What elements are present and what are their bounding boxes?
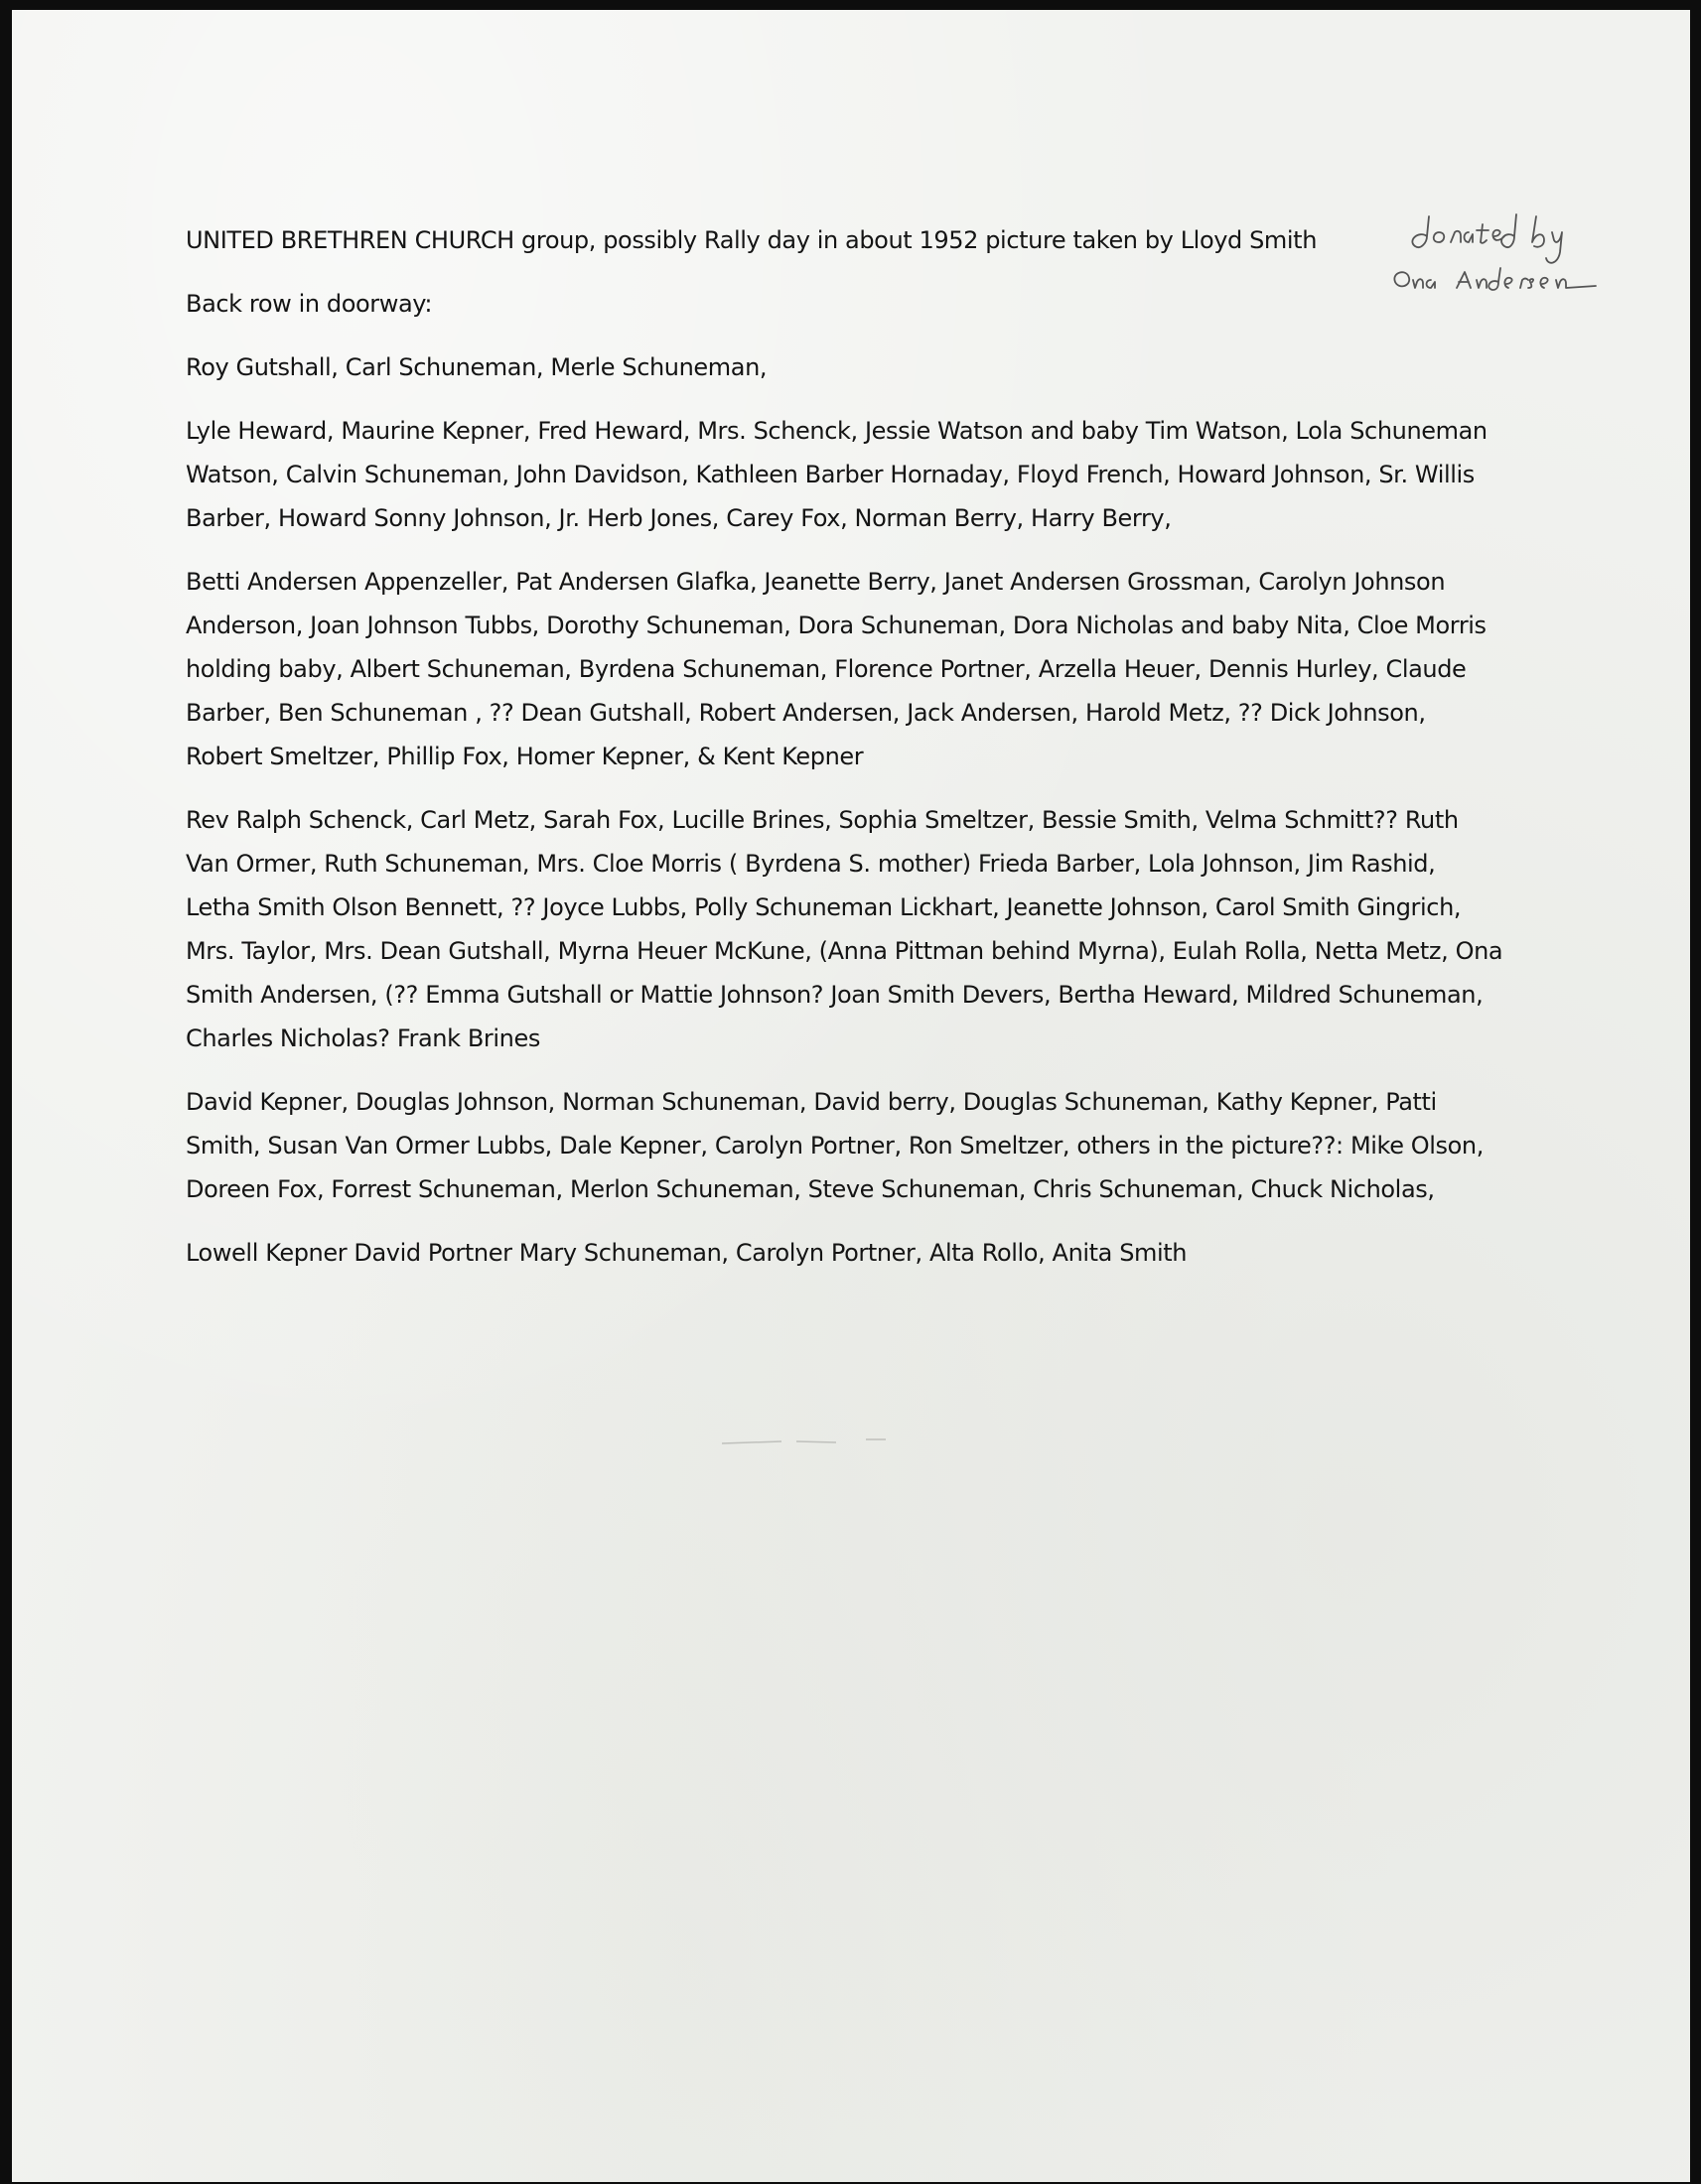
document-title: UNITED BRETHREN CHURCH group, possibly Rally day in about 1952 picture taken by Lloyd Smith xyxy=(186,226,1318,254)
paragraph-row-1: Roy Gutshall, Carl Schuneman, Merle Schuneman, xyxy=(186,353,768,381)
document-body xyxy=(186,218,1506,1295)
paragraph-row-5: David Kepner, Douglas Johnson, Norman Schuneman, David berry, Douglas Schuneman, Kathy Kepner, Patti Smith, Susan Van Ormer Lubbs, Dale Kepner, Carolyn Portner, Ron Smeltzer, others in the picture??: Mike Olson, Doreen Fox, Forrest Schuneman, Merlon Schuneman, Steve Schuneman, Chris Schuneman, Chuck Nicholas, xyxy=(186,1088,1484,1203)
paragraph-row-2: Lyle Heward, Maurine Kepner, Fred Heward, Mrs. Schenck, Jessie Watson and baby Tim Watson, Lola Schuneman Watson, Calvin Schuneman, John Davidson, Kathleen Barber Hornaday, Floyd French, Howard Johnson, Sr. Willis Barber, Howard Sonny Johnson, Jr. Herb Jones, Carey Fox, Norman Berry, Harry Berry, xyxy=(186,417,1488,532)
paragraph-back-row-heading: Back row in doorway: xyxy=(186,290,433,318)
paragraph-row-6: Lowell Kepner David Portner Mary Schuneman, Carolyn Portner, Alta Rollo, Anita Smith xyxy=(186,1239,1188,1267)
pencil-smudge xyxy=(717,1435,945,1449)
paper-sheet xyxy=(12,10,1690,2182)
paragraph-row-4: Rev Ralph Schenck, Carl Metz, Sarah Fox, Lucille Brines, Sophia Smeltzer, Bessie Smith, Velma Schmitt?? Ruth Van Ormer, Ruth Schuneman, Mrs. Cloe Morris ( Byrdena S. mother) Frieda Barber, Lola Johnson, Jim Rashid, Letha Smith Olson Bennett, ?? Joyce Lubbs, Polly Schuneman Lickhart, Jeanette Johnson, Carol Smith Gingrich, Mrs. Taylor, Mrs. Dean Gutshall, Myrna Heuer McKune, (Anna Pittman behind Myrna), Eulah Rolla, Netta Metz, Ona Smith Andersen, (?? Emma Gutshall or Mattie Johnson? Joan Smith Devers, Bertha Heward, Mildred Schuneman, Charles Nicholas? Frank Brines xyxy=(186,806,1503,1052)
paragraph-row-3: Betti Andersen Appenzeller, Pat Andersen Glafka, Jeanette Berry, Janet Andersen Grossman, Carolyn Johnson Anderson, Joan Johnson Tubbs, Dorothy Schuneman, Dora Schuneman, Dora Nicholas and baby Nita, Cloe Morris holding baby, Albert Schuneman, Byrdena Schuneman, Florence Portner, Arzella Heuer, Dennis Hurley, Claude Barber, Ben Schuneman , ?? Dean Gutshall, Robert Andersen, Jack Andersen, Harold Metz, ?? Dick Johnson, Robert Smeltzer, Phillip Fox, Homer Kepner, & Kent Kepner xyxy=(186,568,1487,770)
